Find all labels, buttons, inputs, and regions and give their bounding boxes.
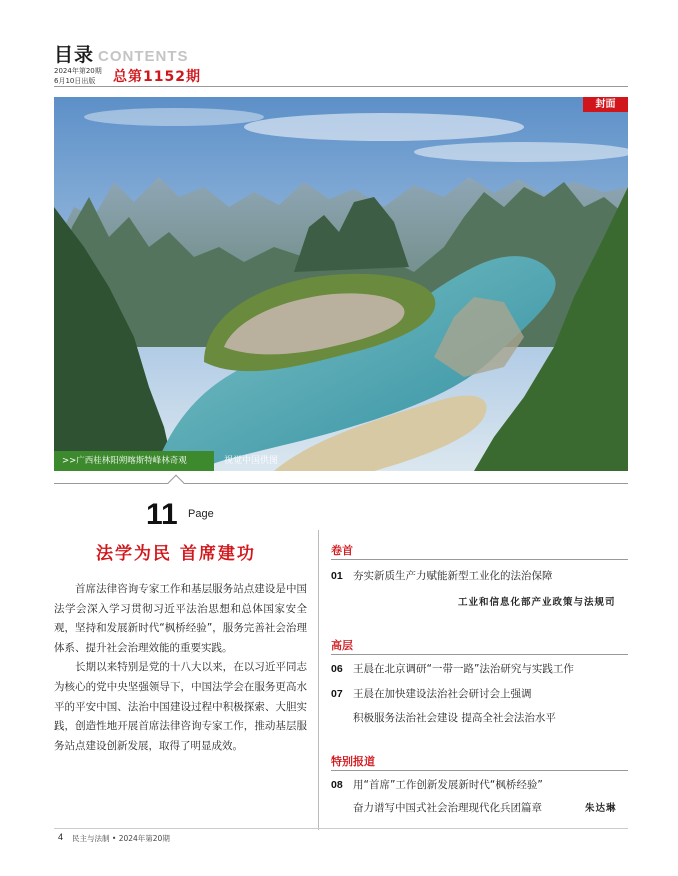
toc-entry-07[interactable] — [331, 686, 631, 701]
toc-entry-08[interactable] — [331, 777, 631, 792]
toc-entry-07-subtitle: 积极服务法治社会建设 提高全社会法治水平 — [353, 712, 556, 724]
photo-caption: >>广西桂林阳朔喀斯特峰林奇观 — [54, 451, 214, 471]
issue-date-line1: 2024年第20期 — [54, 67, 102, 75]
footer-rule — [54, 828, 628, 829]
masthead — [54, 40, 189, 67]
feature-page-word: Page — [188, 508, 214, 520]
divider-notch — [168, 475, 185, 492]
toc-entry-06[interactable] — [331, 661, 631, 676]
toc-entry-page: 01 — [331, 570, 343, 582]
contents-title-en: CONTENTS — [98, 48, 189, 65]
issue-total: 总第1152期 — [113, 69, 201, 85]
feature-paragraph-2: 长期以来特别是党的十八大以来，在以习近平同志为核心的党中央坚强领导下，中国法学会在服务更高水平的平安中国、法治中国建设过程中积极探索、大胆实践，创造性地开展首席法律咨询专家工作，推动基层服务站点建设创新发展，取得了明显成效。 — [54, 661, 307, 752]
toc-entry-08-author: 朱达琳 — [585, 803, 617, 814]
section-rule-tebie — [331, 770, 628, 771]
cover-photo — [54, 97, 628, 471]
feature-body — [54, 580, 307, 756]
photo-caption-bar — [54, 451, 628, 471]
masthead-rule — [54, 86, 628, 87]
section-label-tebie: 特别报道 — [331, 755, 375, 768]
section-label-gaoceng: 高层 — [331, 639, 353, 652]
section-rule-gaoceng — [331, 654, 628, 655]
photo-credit: 视觉中国供图 — [224, 456, 279, 466]
toc-entry-page: 07 — [331, 688, 343, 700]
cover-tag: 封面 — [583, 97, 628, 112]
toc-entry-01[interactable] — [331, 568, 631, 583]
section-divider — [54, 483, 628, 484]
feature-page-number[interactable]: 11 — [146, 498, 178, 531]
feature-paragraph-1: 首席法律咨询专家工作和基层服务站点建设是中国法学会深入学习贯彻习近平法治思想和总体国家安全观，坚持和发展新时代“枫桥经验”，服务完善社会治理体系、提升社会治理效能的重要实践。 — [54, 583, 307, 654]
section-rule-juanshou — [331, 559, 628, 560]
issue-date-line2: 6月10日出版 — [54, 77, 96, 85]
section-label-juanshou: 卷首 — [331, 544, 353, 557]
toc-entry-page: 06 — [331, 663, 343, 675]
footer-page-number: 4 — [58, 832, 64, 842]
contents-title: 目录 — [54, 44, 95, 66]
toc-entry-08-subtitle: 奋力谱写中国式社会治理现代化兵团篇章 — [353, 802, 542, 814]
column-divider — [318, 530, 319, 830]
toc-entry-page: 08 — [331, 779, 343, 791]
feature-title[interactable]: 法学为民 首席建功 — [96, 544, 256, 564]
toc-entry-01-author: 工业和信息化部产业政策与法规司 — [458, 597, 616, 608]
issue-date — [54, 66, 102, 86]
toc-entry-title: 夯实新质生产力赋能新型工业化的法治保障 — [353, 570, 553, 582]
toc-entry-title: 用“首席”工作创新发展新时代“枫桥经验” — [353, 779, 543, 791]
toc-entry-title: 王晨在加快建设法治社会研讨会上强调 — [353, 688, 532, 700]
toc-entry-title: 王晨在北京调研“一带一路”法治研究与实践工作 — [353, 663, 574, 675]
footer-publication: 民主与法制 • 2024年第20期 — [72, 834, 170, 843]
